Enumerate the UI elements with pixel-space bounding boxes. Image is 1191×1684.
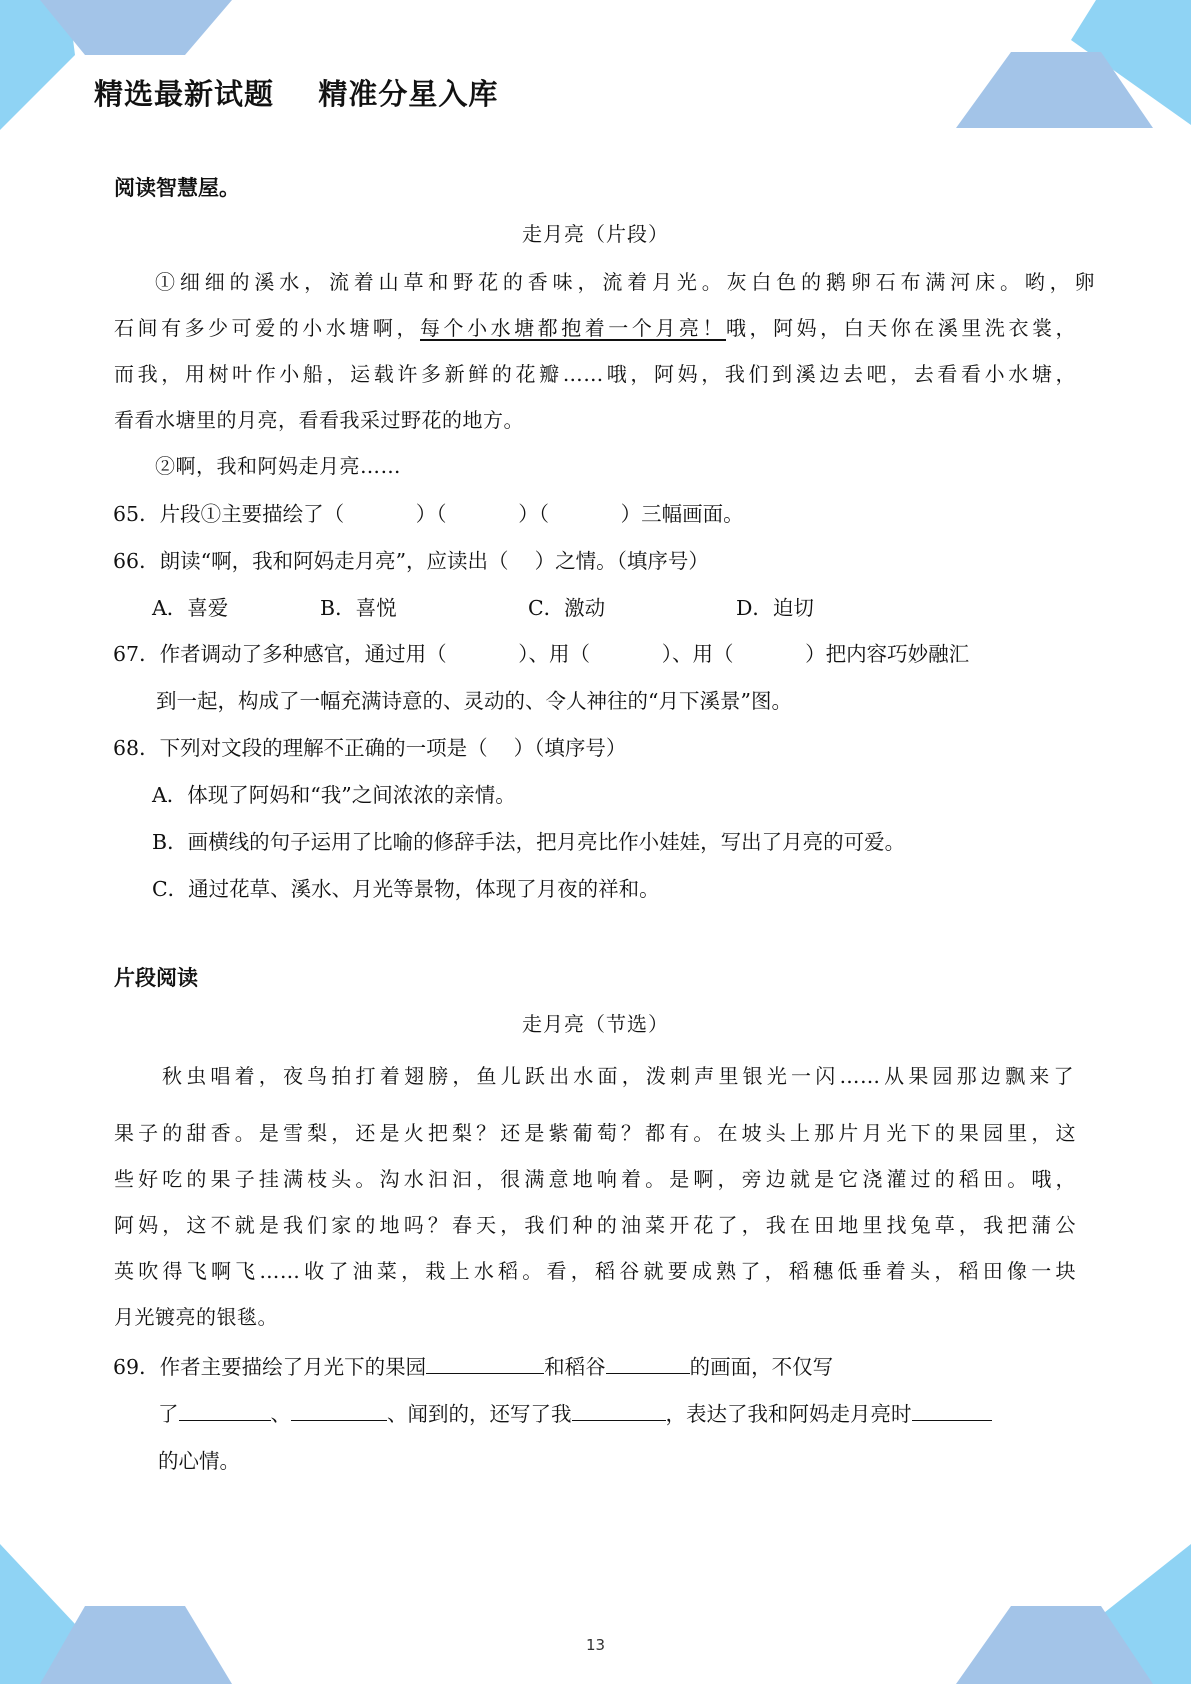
answer-blank[interactable] bbox=[426, 1353, 544, 1374]
question-65: 65．片段①主要描绘了（ ）（ ）（ ）三幅画面。 bbox=[113, 502, 744, 526]
question-69-line1 bbox=[113, 1350, 833, 1380]
section1-para1-line1: ①细细的溪水，流着山草和野花的香味，流着月光。灰白色的鹅卵石布满河床。哟，卵 bbox=[155, 270, 1095, 294]
text-segment: 、闻到的，还写了我 bbox=[387, 1402, 572, 1426]
q66-option-c: C．激动 bbox=[528, 596, 606, 620]
section2-line6: 月光镀亮的银毯。 bbox=[114, 1305, 278, 1329]
text-segment: 哦，阿妈，白天你在溪里洗衣裳， bbox=[726, 316, 1077, 340]
section1-para1-line2 bbox=[114, 312, 1076, 341]
answer-blank[interactable] bbox=[606, 1353, 690, 1374]
page-number: 13 bbox=[585, 1636, 606, 1654]
answer-blank[interactable] bbox=[291, 1400, 387, 1421]
text-segment: 、 bbox=[270, 1402, 291, 1426]
section1-heading: 阅读智慧屋。 bbox=[114, 176, 240, 200]
answer-blank[interactable] bbox=[572, 1400, 666, 1421]
question-66: 66．朗读“啊，我和阿妈走月亮”，应读出（ ）之情。（填序号） bbox=[113, 549, 709, 573]
q68-option-c: C．通过花草、溪水、月光等景物，体现了月夜的祥和。 bbox=[152, 877, 660, 901]
text-segment: 69．作者主要描绘了月光下的果园 bbox=[113, 1355, 427, 1379]
corner-decoration-top-right bbox=[931, 0, 1191, 130]
text-segment: 石间有多少可爱的小水塘啊， bbox=[114, 316, 420, 340]
question-69-line3: 的心情。 bbox=[158, 1449, 240, 1473]
q68-option-b: B．画横线的句子运用了比喻的修辞手法，把月亮比作小娃娃，写出了月亮的可爱。 bbox=[152, 830, 906, 854]
text-segment: ，表达了我和阿妈走月亮时 bbox=[665, 1402, 912, 1426]
text-segment: 的画面，不仅写 bbox=[689, 1355, 834, 1379]
section2-line5: 英吹得飞啊飞……收了油菜，栽上水稻。看，稻谷就要成熟了，稻穗低垂着头，稻田像一块 bbox=[114, 1259, 1076, 1283]
q66-option-a: A．喜爱 bbox=[152, 596, 229, 620]
section2-line2: 果子的甜香。是雪梨，还是火把梨？还是紫葡萄？都有。在坡头上那片月光下的果园里，这 bbox=[114, 1121, 1076, 1145]
q66-option-d: D．迫切 bbox=[736, 596, 814, 620]
question-67-line2: 到一起，构成了一幅充满诗意的、灵动的、令人神往的“月下溪景”图。 bbox=[156, 689, 792, 713]
section1-para2: ②啊，我和阿妈走月亮…… bbox=[155, 454, 401, 478]
section2-line3: 些好吃的果子挂满枝头。沟水汩汩，很满意地响着。是啊，旁边就是它浇灌过的稻田。哦， bbox=[114, 1167, 1076, 1191]
answer-blank[interactable] bbox=[912, 1400, 992, 1421]
q66-option-b: B．喜悦 bbox=[320, 596, 397, 620]
underlined-sentence: 每个小水塘都抱着一个月亮！ bbox=[420, 316, 726, 340]
section1-para1-line4: 看看水塘里的月亮，看看我采过野花的地方。 bbox=[114, 408, 524, 432]
section1-doc-title: 走月亮（片段） bbox=[522, 222, 669, 246]
text-segment: 了 bbox=[158, 1402, 179, 1426]
corner-decoration-bottom-right bbox=[931, 1544, 1191, 1684]
text-segment: 和稻谷 bbox=[544, 1355, 606, 1379]
answer-blank[interactable] bbox=[179, 1400, 271, 1421]
section2-doc-title: 走月亮（节选） bbox=[522, 1012, 669, 1036]
question-68: 68．下列对文段的理解不正确的一项是（ ）（填序号） bbox=[113, 736, 627, 760]
section2-heading: 片段阅读 bbox=[114, 966, 198, 990]
header-title: 精选最新试题 精准分星入库 bbox=[94, 77, 499, 111]
q68-option-a: A．体现了阿妈和“我”之间浓浓的亲情。 bbox=[152, 783, 516, 807]
section1-para1-line3: 而我，用树叶作小船，运载许多新鲜的花瓣……哦，阿妈，我们到溪边去吧，去看看小水塘， bbox=[114, 362, 1076, 386]
section2-line1: 秋虫唱着，夜鸟拍打着翅膀，鱼儿跃出水面，泼刺声里银光一闪……从果园那边飘来了 bbox=[162, 1064, 1074, 1088]
question-69-line2 bbox=[158, 1397, 992, 1427]
question-67-line1: 67．作者调动了多种感官，通过用（ ）、用（ ）、用（ ）把内容巧妙融汇 bbox=[113, 642, 970, 666]
section2-line4: 阿妈，这不就是我们家的地吗？春天，我们种的油菜开花了，我在田地里找兔草，我把蒲公 bbox=[114, 1213, 1076, 1237]
corner-decoration-bottom-left bbox=[0, 1544, 240, 1684]
